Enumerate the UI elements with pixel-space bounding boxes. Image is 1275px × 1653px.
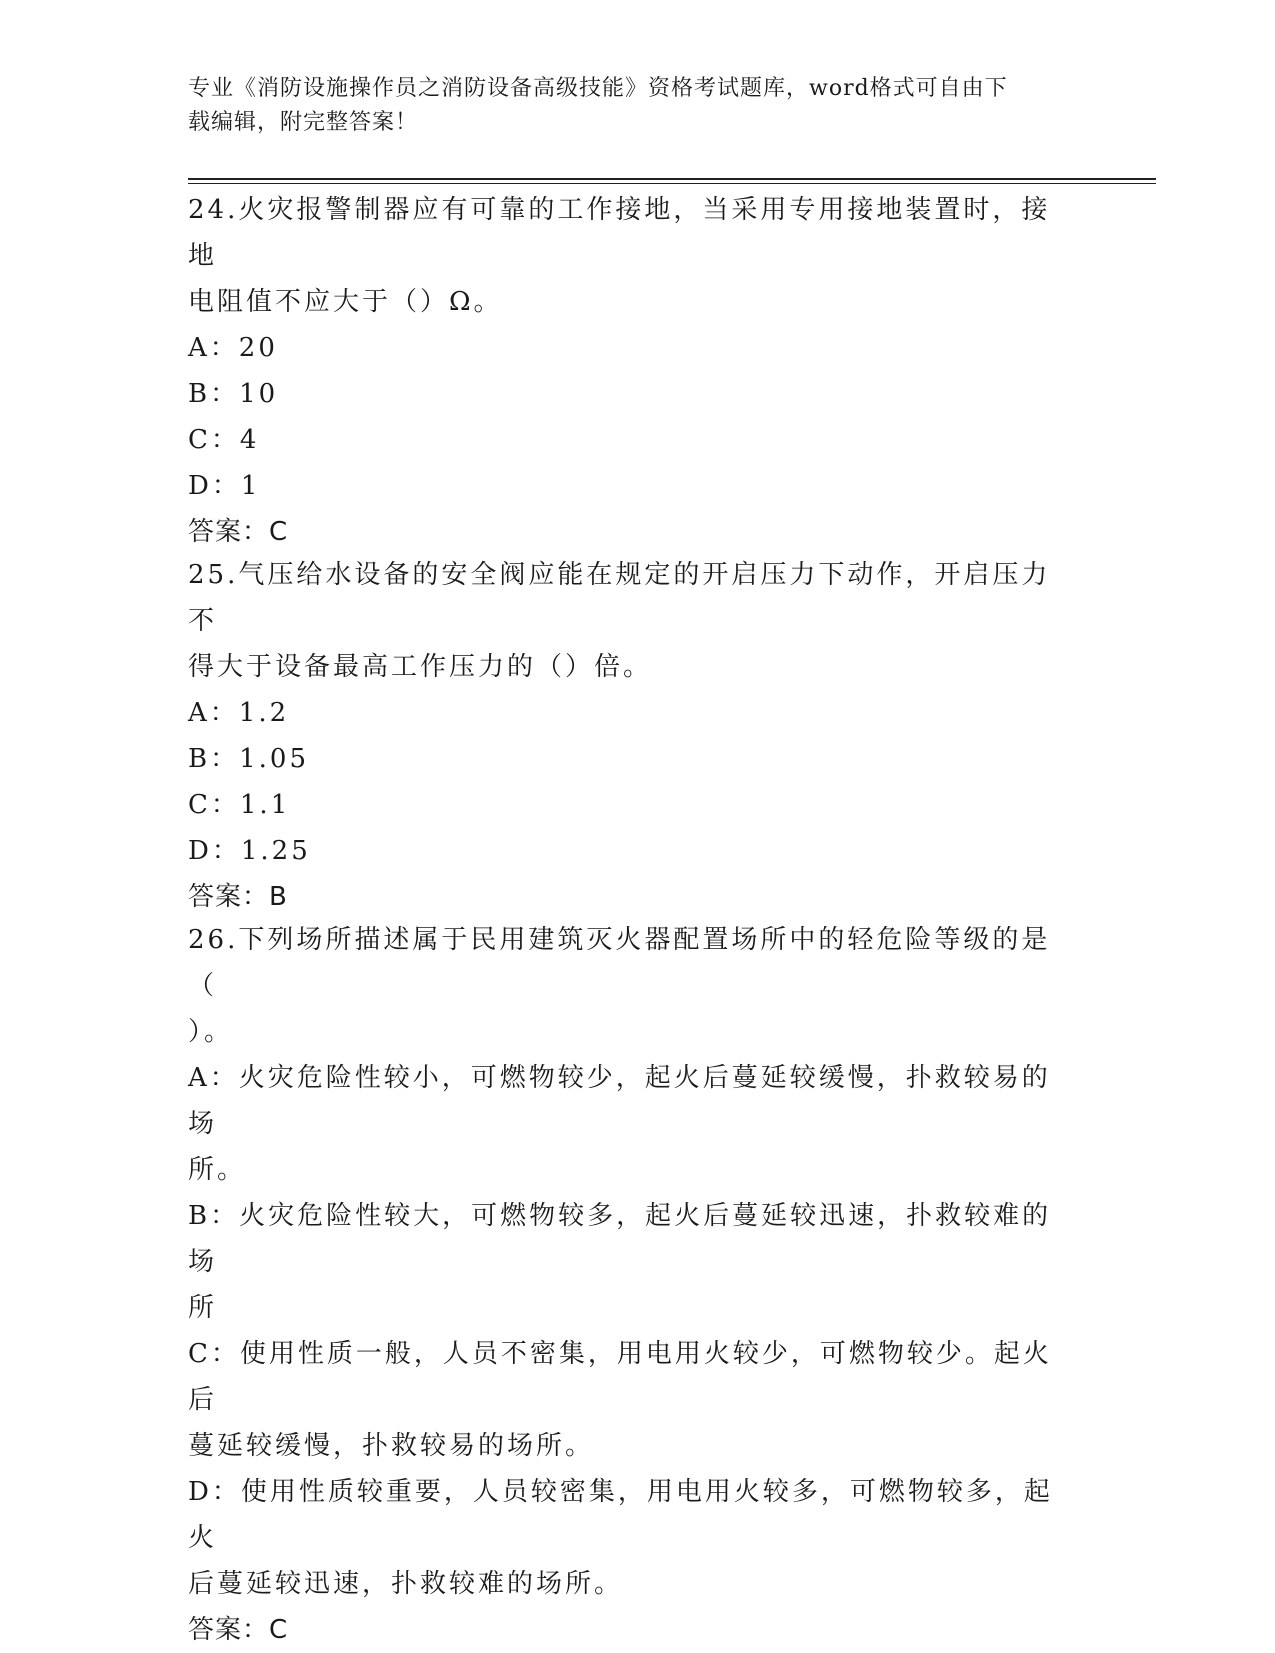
answer: 答案：C <box>188 1615 289 1645</box>
option-d-line-1: D：使用性质较重要，人员较密集，用电用火较多，可燃物较多，起火 <box>188 1477 1053 1553</box>
option-b: B：1.05 <box>188 744 309 774</box>
question-stem-line-1: 24.火灾报警制器应有可靠的工作接地，当采用专用接地装置时，接地 <box>188 195 1051 271</box>
answer: 答案：C <box>188 517 289 547</box>
option-a: A：1.2 <box>188 698 290 728</box>
option-b-line-1: B：火灾危险性较大，可燃物较多，起火后蔓延较迅速，扑救较难的场 <box>188 1201 1052 1277</box>
question-stem-line-2: 得大于设备最高工作压力的（）倍。 <box>188 652 653 682</box>
answer: 答案：B <box>188 882 288 912</box>
question-stem-line-2: ）。 <box>188 1017 234 1047</box>
question-24 <box>188 187 1068 555</box>
header-divider-thick <box>188 178 1156 180</box>
option-c: C：1.1 <box>188 790 291 820</box>
option-c-line-2: 蔓延较缓慢，扑救较易的场所。 <box>188 1431 595 1461</box>
question-stem-line-1: 26.下列场所描述属于民用建筑灭火器配置场所中的轻危险等级的是（ <box>188 925 1051 1001</box>
question-25 <box>188 552 1068 920</box>
option-c: C：4 <box>188 425 260 455</box>
option-d-line-2: 后蔓延较迅速，扑救较难的场所。 <box>188 1569 624 1599</box>
option-b-line-2: 所 <box>188 1293 218 1323</box>
header-divider-thin <box>188 183 1156 184</box>
option-d: D：1.25 <box>188 836 311 866</box>
option-a-line-2: 所。 <box>188 1155 247 1185</box>
question-stem-line-1: 25.气压给水设备的安全阀应能在规定的开启压力下动作，开启压力不 <box>188 560 1051 636</box>
option-a-line-1: A：火灾危险性较小，可燃物较少，起火后蔓延较缓慢，扑救较易的场 <box>188 1063 1051 1139</box>
header-line-1: 专业《消防设施操作员之消防设备高级技能》资格考试题库，word格式可自由下 <box>188 76 1008 101</box>
option-d: D：1 <box>188 471 261 501</box>
option-b: B：10 <box>188 379 279 409</box>
question-stem-line-2: 电阻值不应大于（）Ω。 <box>188 287 503 317</box>
document-header <box>188 72 1068 140</box>
option-a: A：20 <box>188 333 278 363</box>
question-26 <box>188 917 1068 1653</box>
option-c-line-1: C：使用性质一般，人员不密集，用电用火较少，可燃物较少。起火后 <box>188 1339 1052 1415</box>
header-line-2: 载编辑，附完整答案！ <box>188 110 419 135</box>
